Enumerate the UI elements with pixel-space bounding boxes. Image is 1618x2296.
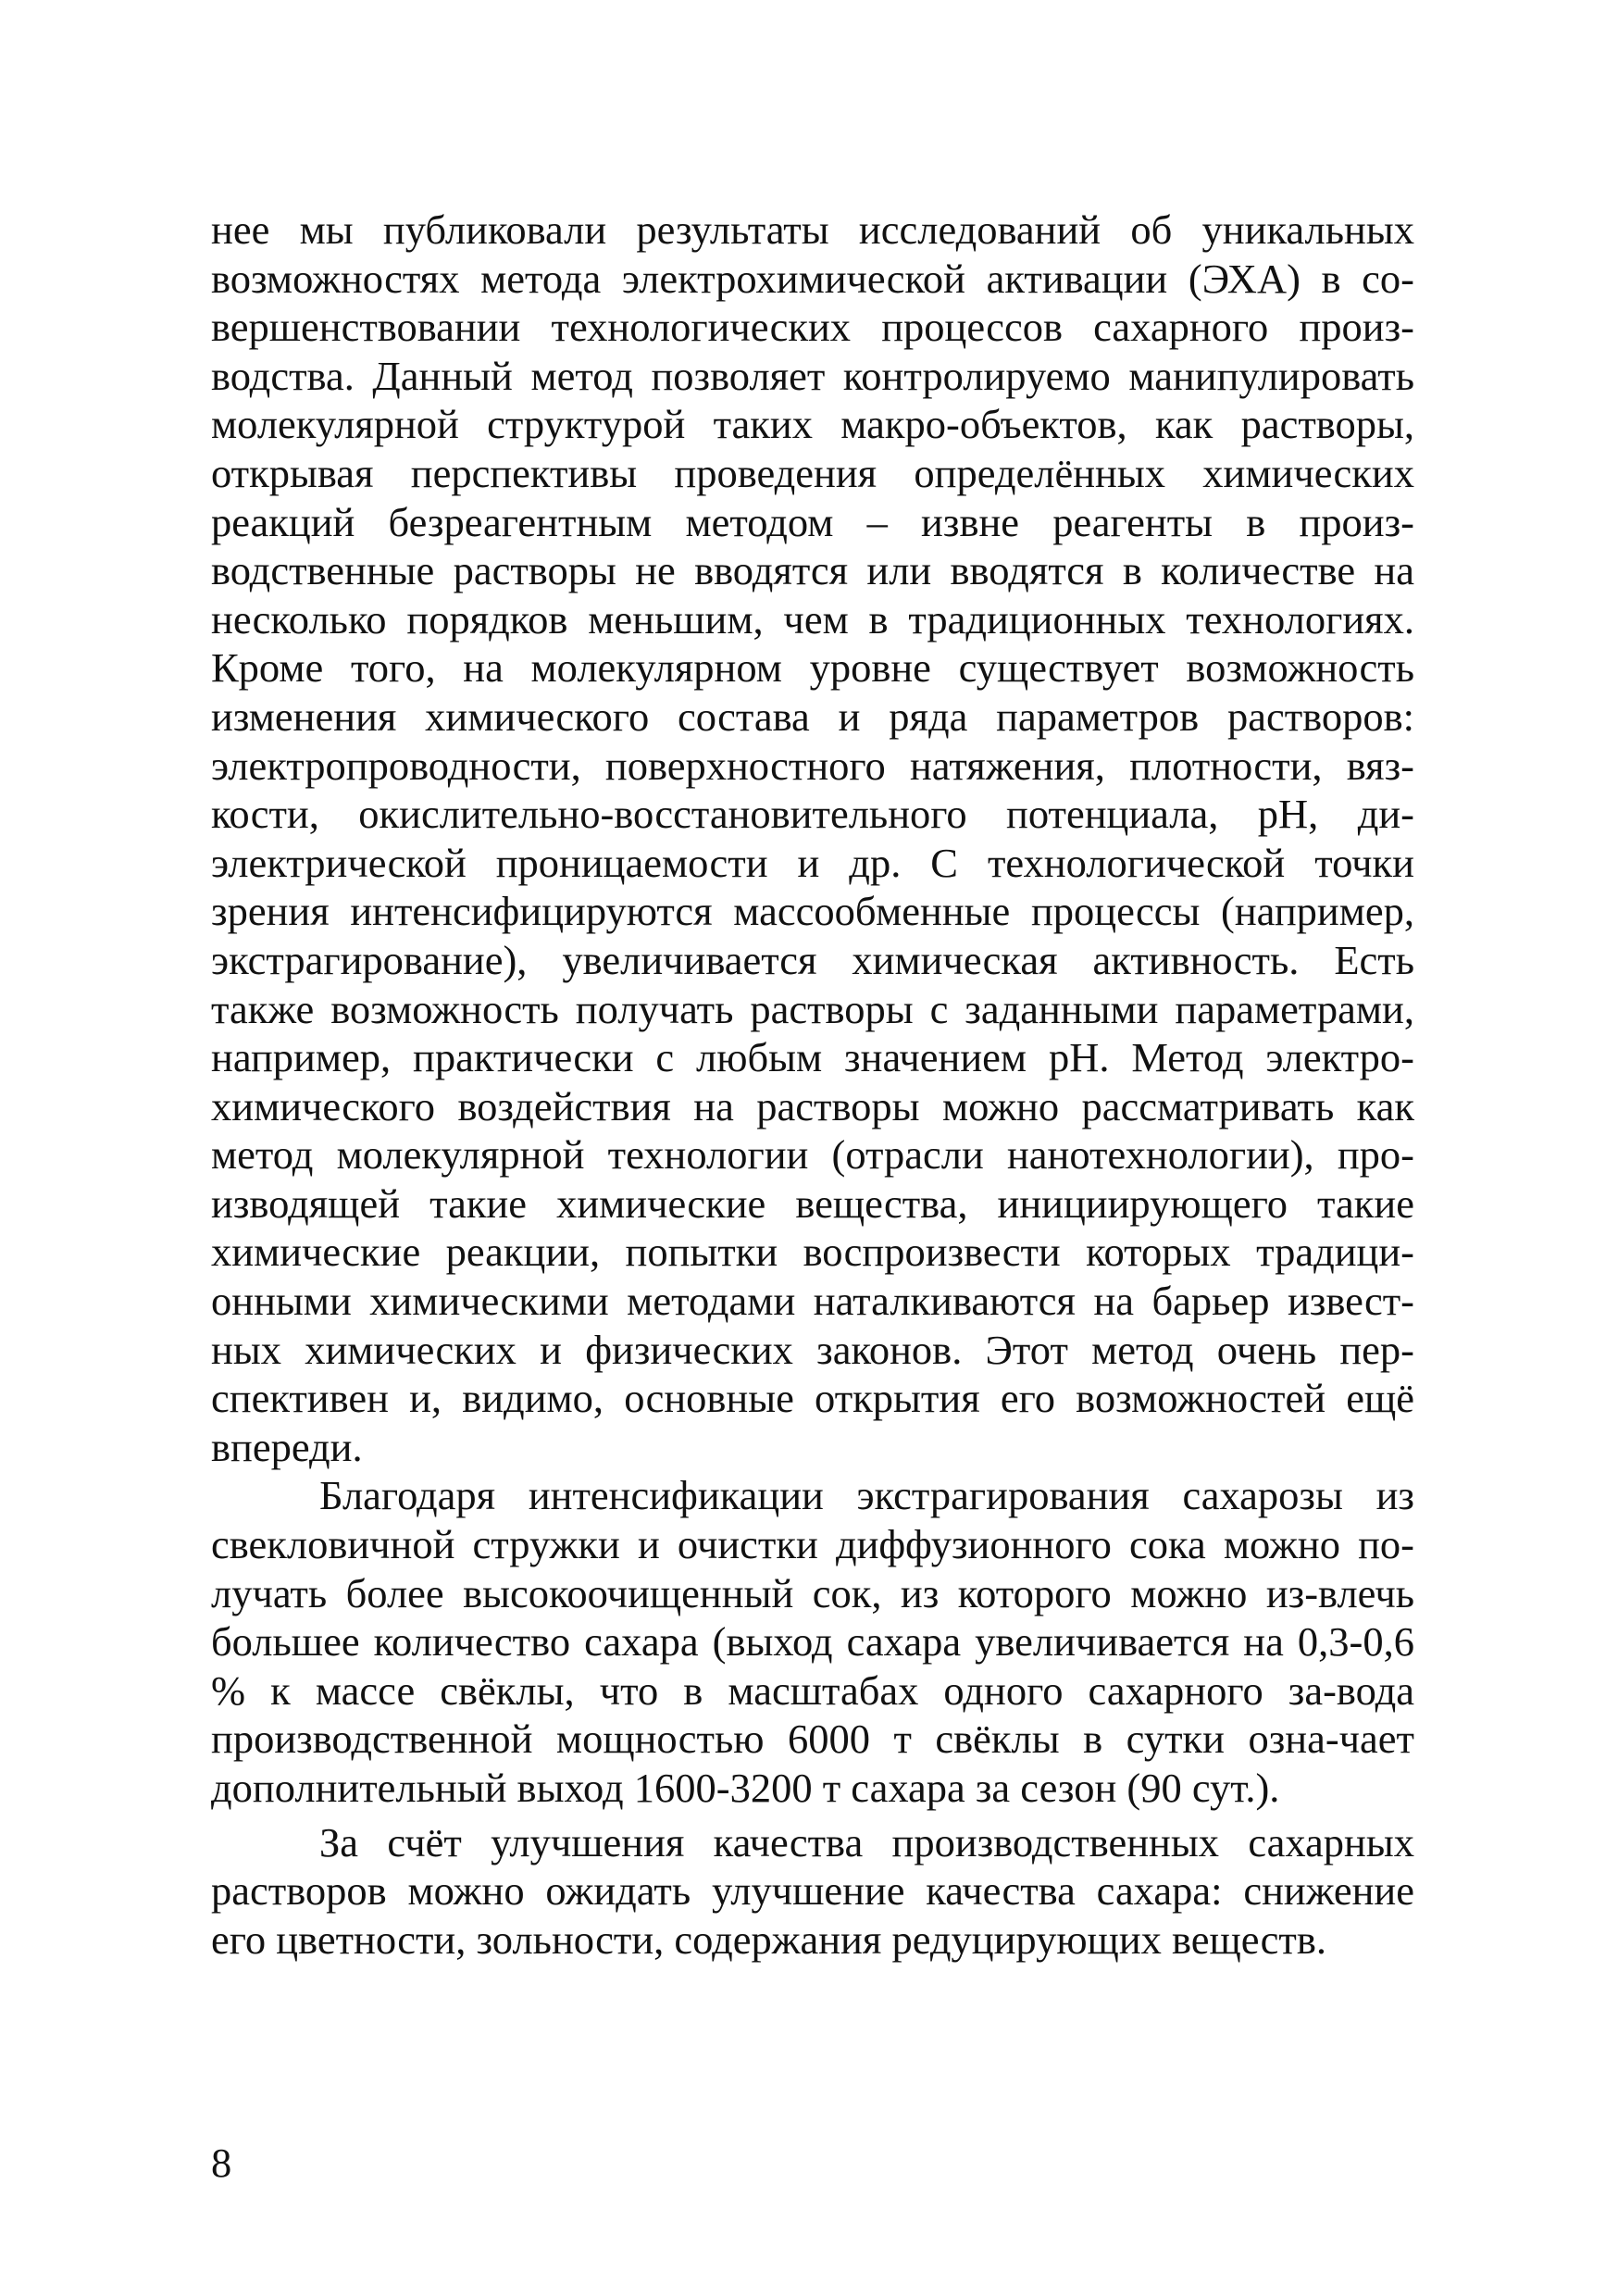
paragraph-extraction-benefits: Благодаря интенсификации экстрагирования сахарозы из свекловичной стружки и очистки диффузионного сока можно получать более высокоочищенный сок, из которого можно из-влечь большее количество сахара (выход сахара увеличивается на 0,3-0,6 % к массе свёклы, что в масштабах одного сахарного за-вода производственной мощностью 6000 т свёклы в сутки озна-чает дополнительный выход 1600-3200 т сахара за сезон (90 сут.). [211,1472,1414,1811]
paragraph-sugar-quality: За счёт улучшения качества производственных сахарных растворов можно ожидать улучшение качества сахара: снижение его цветности, зольности, содержания редуцирующих веществ. [211,1818,1414,1963]
page-number: 8 [211,2140,232,2186]
body-text [211,206,1414,1964]
paragraph-continuation: нее мы публиковали результаты исследований об уникальных возможностях метода электрохимической активации (ЭХА) в совершенствовании технологических процессов сахарного производства. Данный метод позволяет контролируемо манипулировать молекулярной структурой таких макро-объектов, как растворы, открывая перспективы проведения определённых химических реакций безреагентным методом – извне реагенты в производственные растворы не вводятся или вводятся в количестве на несколько порядков меньшим, чем в традиционных технологиях. Кроме того, на молекулярном уровне существует возможность изменения химического состава и ряда параметров растворов: электропроводности, поверхностного натяжения, плотности, вязкости, окислительно-восстановительного потенциала, pH, диэлектрической проницаемости и др. С технологической точки зрения интенсифицируются массообменные процессы (например, экстрагирование), увеличивается химическая активность. Есть также возможность получать растворы с заданными параметрами, например, практически с любым значением pH. Метод электрохимического воздействия на растворы можно рассматривать как метод молекулярной технологии (отрасли нанотехнологии), производящей такие химические вещества, инициирующего такие химические реакции, попытки воспроизвести которых традиционными химическими методами наталкиваются на барьер известных химических и физических законов. Этот метод очень перспективен и, видимо, основные открытия его возможностей ещё впереди. [211,206,1414,1470]
